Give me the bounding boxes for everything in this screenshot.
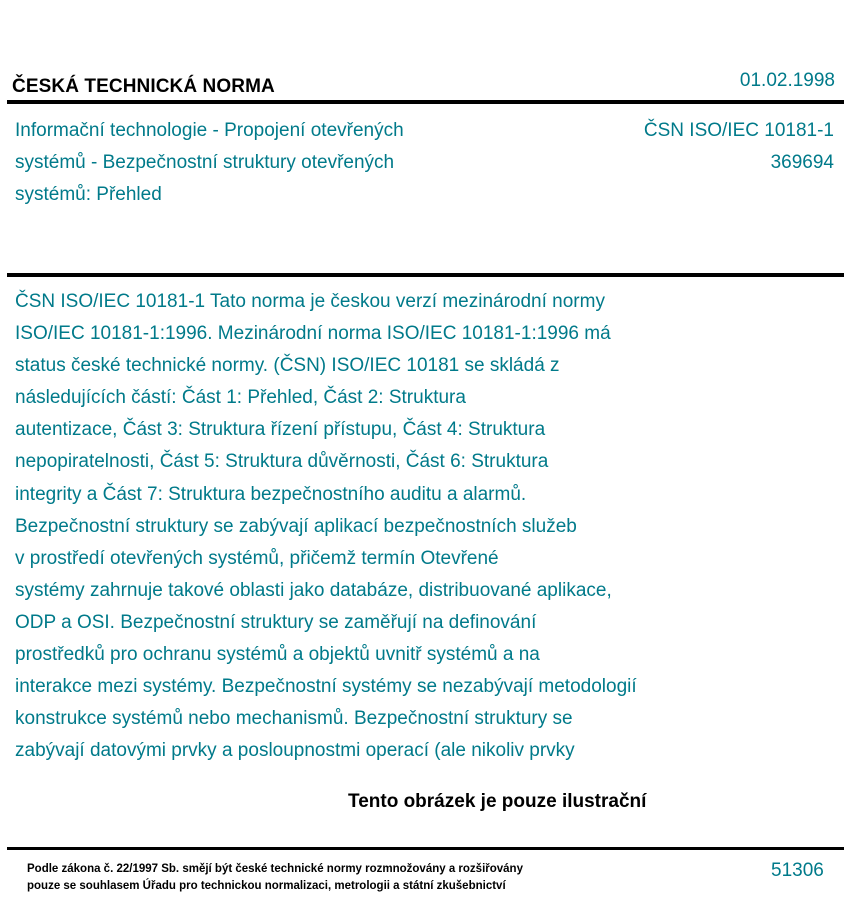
illustration-note: Tento obrázek je pouze ilustrační bbox=[348, 791, 647, 812]
abstract-line: následujících částí: Část 1: Přehled, Část 2: Struktura bbox=[15, 387, 466, 409]
title-divider bbox=[7, 273, 844, 277]
abstract-line: v prostředí otevřených systémů, přičemž termín Otevřené bbox=[15, 547, 499, 569]
norm-designation: ČSN ISO/IEC 10181-1 bbox=[643, 120, 834, 141]
abstract-line: nepopiratelnosti, Část 5: Struktura důvěrnosti, Část 6: Struktura bbox=[15, 451, 549, 473]
document-title-line: systémů: Přehled bbox=[15, 184, 162, 205]
header-divider bbox=[7, 100, 844, 104]
footer-divider bbox=[7, 847, 844, 850]
abstract-line: ISO/IEC 10181-1:1996. Mezinárodní norma ISO/IEC 10181-1:1996 má bbox=[15, 323, 611, 345]
legal-notice-line: pouze se souhlasem Úřadu pro technickou normalizaci, metrologii a státní zkušebnictví bbox=[27, 880, 506, 892]
footer-number: 51306 bbox=[771, 860, 824, 881]
abstract-line: prostředků pro ochranu systémů a objektů uvnitř systémů a na bbox=[15, 644, 540, 666]
document-identifiers bbox=[644, 115, 834, 179]
document-title bbox=[15, 115, 485, 211]
abstract-line: Bezpečnostní struktury se zabývají aplikací bezpečnostních služeb bbox=[15, 515, 577, 537]
document-title-line: systémů - Bezpečnostní struktury otevřených bbox=[15, 152, 395, 173]
abstract-line: systémy zahrnuje takové oblasti jako databáze, distribuované aplikace, bbox=[15, 579, 612, 601]
abstract-line: integrity a Část 7: Struktura bezpečnostního auditu a alarmů. bbox=[15, 483, 527, 505]
abstract-line: zabývají datovými prvky a posloupnostmi operací (ale nikoliv prvky bbox=[15, 740, 575, 762]
document-title-line: Informační technologie - Propojení otevřených bbox=[15, 120, 404, 141]
abstract-line: ODP a OSI. Bezpečnostní struktury se zaměřují na definování bbox=[15, 611, 537, 633]
legal-notice-line: Podle zákona č. 22/1997 Sb. smějí být české technické normy rozmnožovány a rozšiřovány bbox=[27, 863, 523, 875]
publication-date: 01.02.1998 bbox=[739, 70, 835, 91]
abstract-line: autentizace, Část 3: Struktura řízení přístupu, Část 4: Struktura bbox=[15, 419, 546, 441]
norm-title: ČESKÁ TECHNICKÁ NORMA bbox=[12, 76, 275, 97]
abstract-line: status české technické normy. (ČSN) ISO/IEC 10181 se skládá z bbox=[15, 355, 560, 377]
abstract-line: ČSN ISO/IEC 10181-1 Tato norma je českou verzí mezinárodní normy bbox=[15, 291, 605, 312]
catalog-number: 369694 bbox=[770, 152, 834, 173]
abstract-text bbox=[15, 286, 735, 767]
abstract-line: interakce mezi systémy. Bezpečnostní systémy se nezabývají metodologií bbox=[15, 676, 637, 698]
legal-notice bbox=[27, 861, 523, 895]
abstract-line: konstrukce systémů nebo mechanismů. Bezpečnostní struktury se bbox=[15, 708, 573, 730]
document-header bbox=[10, 70, 835, 100]
